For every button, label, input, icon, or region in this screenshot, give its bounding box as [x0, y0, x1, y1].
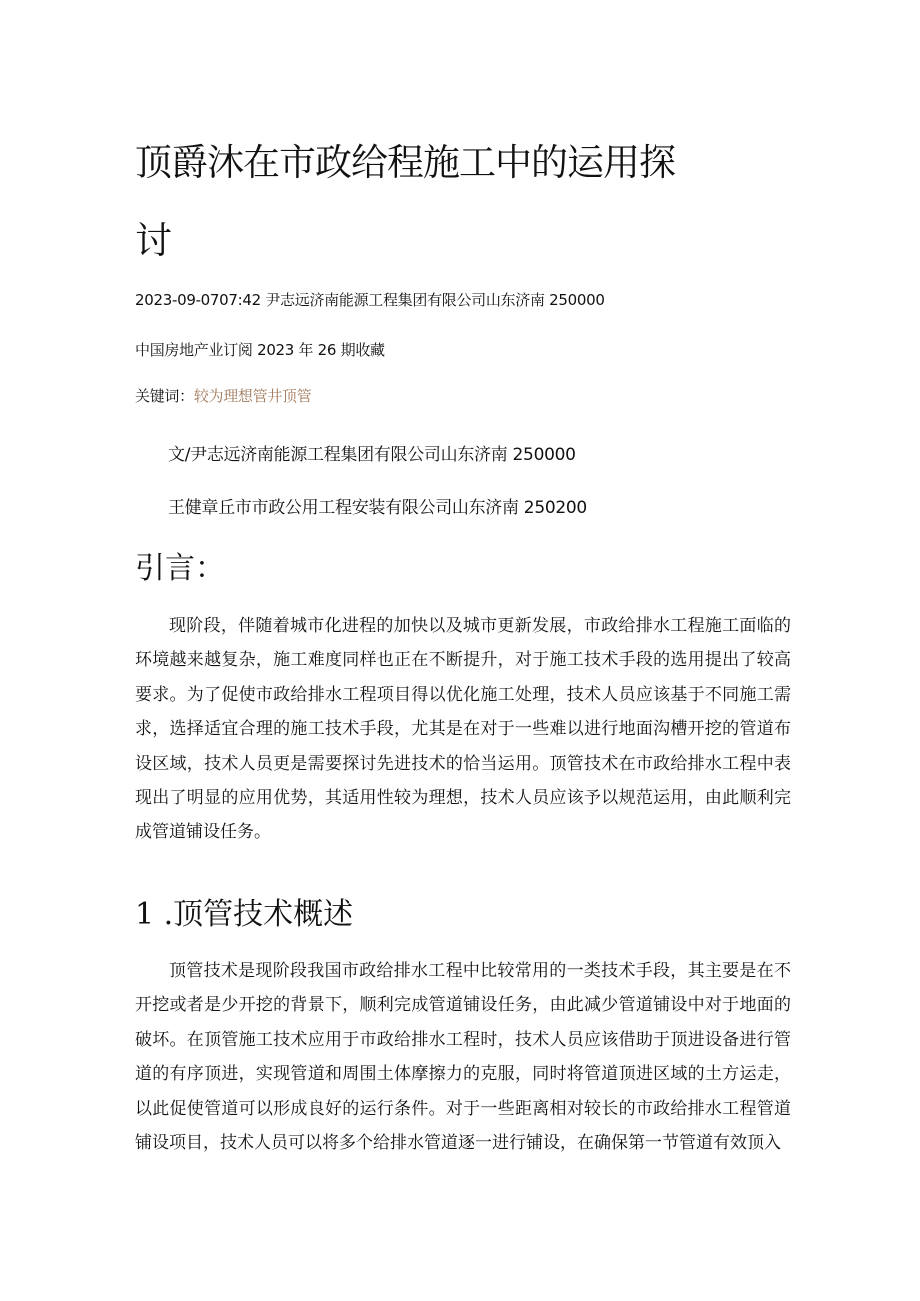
keywords-link[interactable]: 较为理想管井顶管	[193, 387, 312, 405]
article-date-author: 2023-09-0707:42 尹志远济南能源工程集团有限公司山东济南 250000	[135, 291, 605, 309]
author-line-2: 王健章丘市市政公用工程安装有限公司山东济南 250200	[168, 498, 587, 518]
intro-heading: 引言：	[135, 551, 225, 586]
keywords-row	[135, 385, 311, 406]
article-title-line-2: 讨	[135, 219, 171, 262]
article-title-line-1: 顶爵沐在市政给程施工中的运用探	[135, 141, 675, 184]
section-1-heading: 1 .顶管技术概述	[135, 897, 354, 932]
author-line-1: 文/尹志远济南能源工程集团有限公司山东济南 250000	[168, 445, 576, 465]
article-source: 中国房地产业订阅 2023 年 26 期收藏	[135, 341, 385, 359]
section-1-paragraph: 顶管技术是现阶段我国市政给排水工程中比较常用的一类技术手段，其主要是在不开挖或者是少开挖的背景下，顺利完成管道铺设任务，由此减少管道铺设中对于地面的破坏。在顶管施工技术应用于市政给排水工程时，技术人员应该借助于顶进设备进行管道的有序顶进，实现管道和周围土体摩擦力的克服，同时将管道顶进区域的土方运走，以此促使管道可以形成良好的运行条件。对于一些距离相对较长的市政给排水工程管道铺设项目，技术人员可以将多个给排水管道逐一进行铺设，在确保第一节管道有效顶入	[135, 961, 791, 1154]
keywords-label: 关键词：	[135, 387, 194, 405]
intro-paragraph: 现阶段，伴随着城市化进程的加快以及城市更新发展，市政给排水工程施工面临的环境越来越复杂，施工难度同样也正在不断提升，对于施工技术手段的选用提出了较高要求。为了促使市政给排水工程项目得以优化施工处理，技术人员应该基于不同施工需求，选择适宜合理的施工技术手段，尤其是在对于一些难以进行地面沟槽开挖的管道布设区域，技术人员更是需要探讨先进技术的恰当运用。顶管技术在市政给排水工程中表现出了明显的应用优势，其适用性较为理想，技术人员应该予以规范运用，由此顺利完成管道铺设任务。	[135, 616, 791, 843]
